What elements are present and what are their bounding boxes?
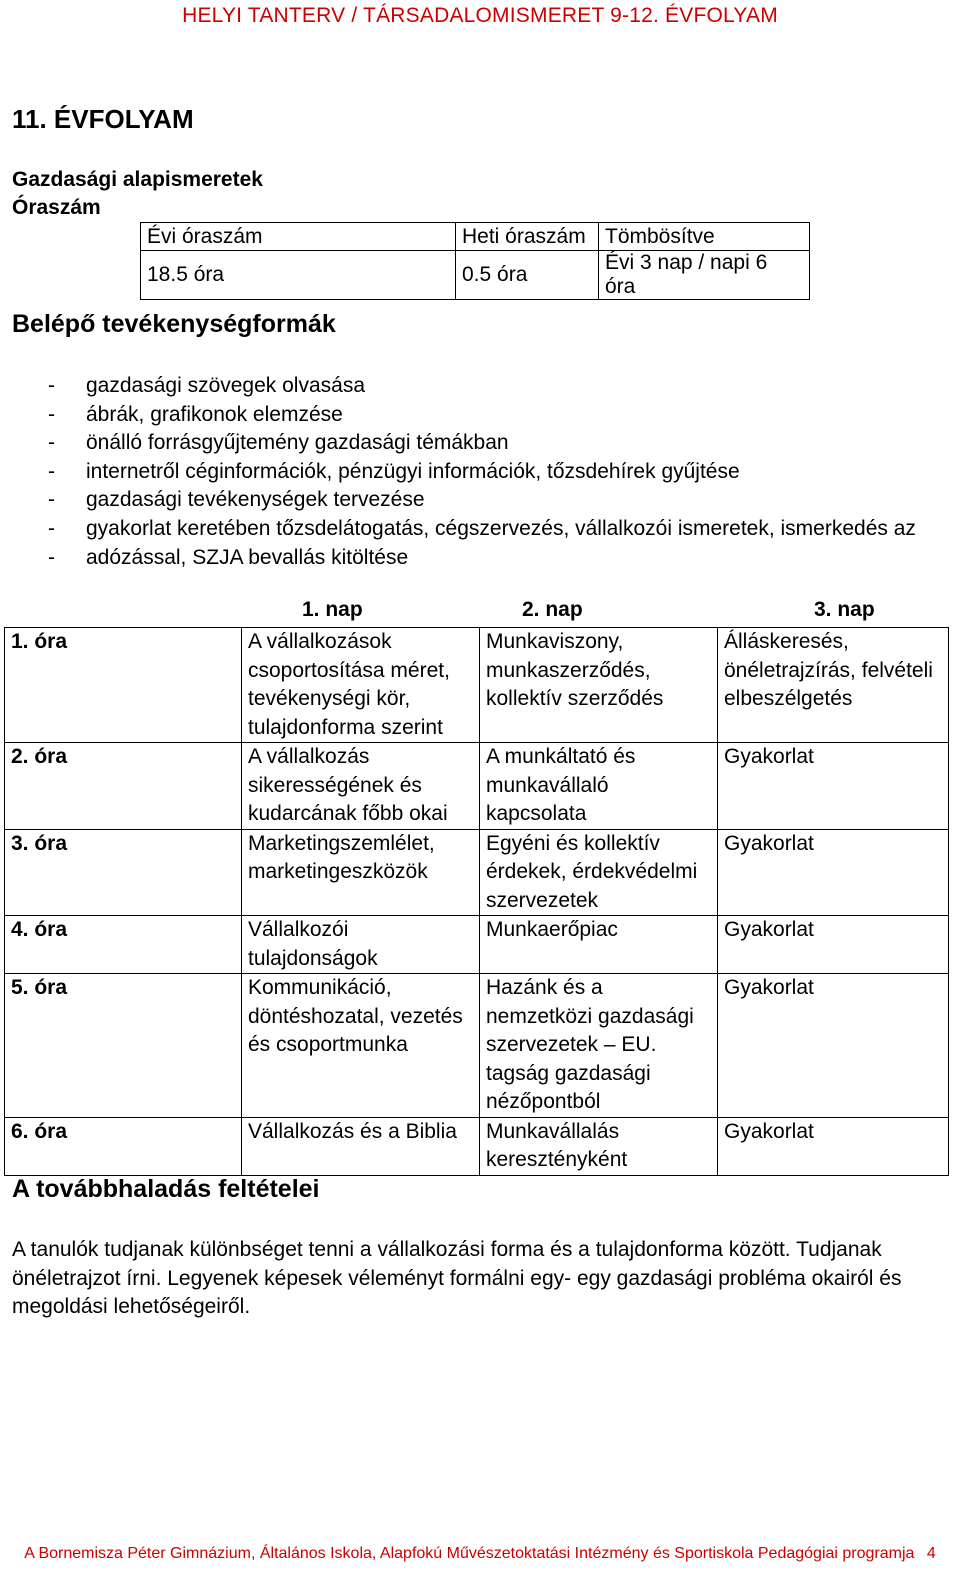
hours-header-cell: Tömbösítve — [599, 223, 810, 251]
hour-cell: 3. óra — [5, 829, 242, 916]
day1-cell: Vállalkozás és a Biblia — [242, 1117, 480, 1175]
day2-cell: A munkáltató és munkavállaló kapcsolata — [480, 743, 718, 830]
hours-value-cell: Évi 3 nap / napi 6 óra — [599, 251, 810, 300]
hour-cell: 1. óra — [5, 628, 242, 743]
hours-value-cell: 0.5 óra — [456, 251, 599, 300]
progress-title: A továbbhaladás feltételei — [12, 1175, 320, 1203]
day2-cell: Hazánk és a nemzetközi gazdasági szervezetek – EU. tagság gazdasági nézőpontból — [480, 974, 718, 1118]
page-number: 4 — [926, 1545, 936, 1562]
list-item: - önálló forrásgyűjtemény gazdasági témákban — [48, 431, 509, 455]
table-row — [5, 974, 949, 1118]
day-label: 1. nap — [302, 598, 363, 621]
day3-cell: Gyakorlat — [718, 1117, 949, 1175]
list-item: - gyakorlat keretében tőzsdelátogatás, cégszervezés, vállalkozói ismeretek, ismerkedés az — [48, 516, 916, 540]
progress-text: A tanulók tudjanak különbséget tenni a vállalkozási forma és a tulajdonforma között. Tudjanak önéletrajzot írni. Legyenek képesek véleményt formálni egy- egy gazdasági probléma okairól és megoldási lehetőségeiről. — [12, 1238, 902, 1319]
subject-block — [12, 166, 263, 222]
hours-value-row — [141, 251, 810, 300]
hours-value-cell: 18.5 óra — [141, 251, 456, 300]
table-row — [5, 916, 949, 974]
list-item: - gazdasági tevékenységek tervezése — [48, 488, 425, 512]
day-label: 3. nap — [814, 598, 875, 621]
hour-cell: 5. óra — [5, 974, 242, 1118]
day-label: 2. nap — [522, 598, 583, 621]
page-header: HELYI TANTERV / TÁRSADALOMISMERET 9-12. ÉVFOLYAM — [182, 4, 778, 27]
hour-cell: 2. óra — [5, 743, 242, 830]
grade-title: 11. ÉVFOLYAM — [12, 104, 194, 134]
day3-cell: Gyakorlat — [718, 743, 949, 830]
day1-cell: A vállalkozások csoportosítása méret, tevékenységi kör, tulajdonforma szerint — [242, 628, 480, 743]
hours-table — [140, 222, 810, 300]
day2-cell: Munkaviszony, munkaszerződés, kollektív szerződés — [480, 628, 718, 743]
page-footer — [0, 1545, 960, 1563]
table-row — [5, 1117, 949, 1175]
subject-title: Gazdasági alapismeretek — [12, 168, 263, 191]
day1-cell: Kommunikáció, döntéshozatal, vezetés és csoportmunka — [242, 974, 480, 1118]
day3-cell: Gyakorlat — [718, 916, 949, 974]
hour-cell: 6. óra — [5, 1117, 242, 1175]
table-row — [5, 743, 949, 830]
day3-cell: Álláskeresés, önéletrajzírás, felvételi elbeszélgetés — [718, 628, 949, 743]
table-row — [5, 628, 949, 743]
list-item: - ábrák, grafikonok elemzése — [48, 402, 343, 426]
table-row — [5, 829, 949, 916]
schedule-table — [4, 627, 949, 1176]
hours-header-cell: Évi óraszám — [141, 223, 456, 251]
activities-title: Belépő tevékenységformák — [12, 310, 336, 338]
day1-cell: A vállalkozás sikerességének és kudarcának főbb okai — [242, 743, 480, 830]
hours-header-row — [141, 223, 810, 251]
list-item: - adózással, SZJA bevallás kitöltése — [48, 545, 409, 569]
footer-text: A Bornemisza Péter Gimnázium, Általános Iskola, Alapfokú Művészetoktatási Intézmény és Sportiskola Pedagógiai programja — [24, 1545, 915, 1562]
day2-cell: Munkaerőpiac — [480, 916, 718, 974]
hour-cell: 4. óra — [5, 916, 242, 974]
day1-cell: Vállalkozói tulajdonságok — [242, 916, 480, 974]
day2-cell: Munkavállalás keresztényként — [480, 1117, 718, 1175]
day1-cell: Marketingszemlélet, marketingeszközök — [242, 829, 480, 916]
activities-list — [48, 372, 916, 572]
day2-cell: Egyéni és kollektív érdekek, érdekvédelmi szervezetek — [480, 829, 718, 916]
list-item: - gazdasági szövegek olvasása — [48, 374, 366, 397]
day3-cell: Gyakorlat — [718, 829, 949, 916]
hours-header-cell: Heti óraszám — [456, 223, 599, 251]
list-item: - internetről céginformációk, pénzügyi információk, tőzsdehírek gyűjtése — [48, 459, 740, 483]
day3-cell: Gyakorlat — [718, 974, 949, 1118]
hours-label: Óraszám — [12, 196, 101, 219]
